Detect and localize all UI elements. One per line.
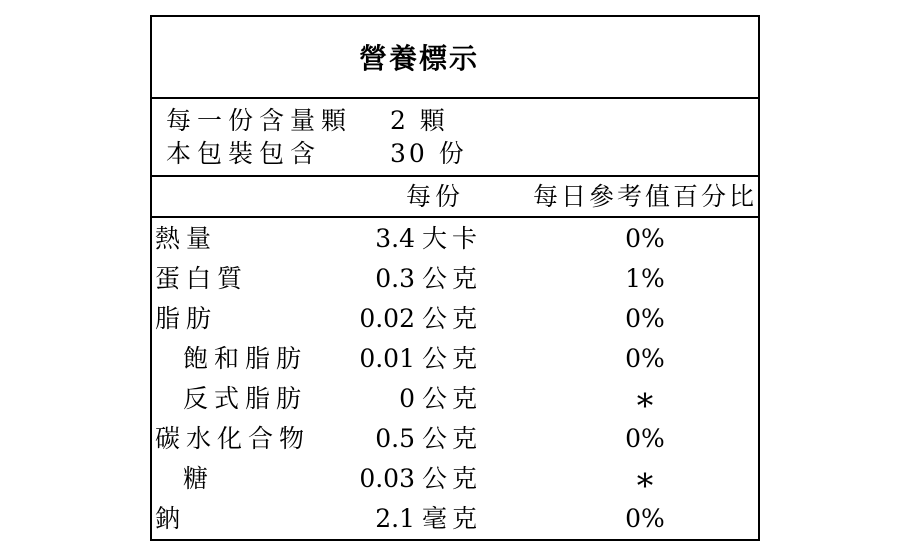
daily-pct-value: * xyxy=(636,386,654,426)
daily-pct-value: * xyxy=(636,466,654,506)
amount-unit: 公克 xyxy=(421,384,482,414)
nutrient-rows xyxy=(152,218,758,539)
serving-size-line xyxy=(166,105,758,135)
servings-per-package-line xyxy=(166,139,758,169)
nutrient-row-sugar xyxy=(152,459,758,506)
daily-pct-value: 0% xyxy=(625,504,665,534)
amount-unit: 大卡 xyxy=(421,223,482,253)
nutrient-label: 熱量 xyxy=(155,223,218,253)
serving-size-label: 每一份含量顆 xyxy=(166,105,353,135)
serving-section xyxy=(152,99,758,177)
amount-value: 0.3 xyxy=(375,263,415,293)
servings-per-package-label: 本包裝包含 xyxy=(166,139,322,169)
nutrient-label: 飽和脂肪 xyxy=(183,343,308,373)
column-header-per-serving: 每份 xyxy=(405,182,464,211)
nutrient-amount xyxy=(337,303,482,333)
nutrient-amount xyxy=(337,223,482,253)
nutrient-row-trans-fat xyxy=(152,379,758,426)
nutrient-row-calories xyxy=(152,218,758,258)
nutrient-row-protein xyxy=(152,258,758,298)
column-header-daily-pct: 每日參考值百分比 xyxy=(532,182,757,211)
amount-value: 0.02 xyxy=(359,303,415,333)
nutrient-amount xyxy=(337,504,482,534)
nutrient-amount xyxy=(337,464,482,494)
nutrient-amount xyxy=(337,384,482,414)
nutrient-amount xyxy=(337,424,482,454)
nutrient-label: 鈉 xyxy=(155,504,187,534)
nutrient-label: 碳水化合物 xyxy=(155,424,311,454)
nutrient-label: 反式脂肪 xyxy=(183,384,308,414)
amount-value: 0.03 xyxy=(359,464,415,494)
amount-unit: 公克 xyxy=(421,464,482,494)
nutrient-row-fat xyxy=(152,298,758,338)
nutrient-label: 脂肪 xyxy=(155,303,218,333)
title-section xyxy=(152,17,758,99)
nutrient-label: 蛋白質 xyxy=(155,263,249,293)
nutrition-facts-table xyxy=(150,15,760,541)
nutrient-row-carbohydrate xyxy=(152,419,758,459)
daily-pct-value: 0% xyxy=(625,424,665,454)
amount-value: 0 xyxy=(399,384,415,414)
nutrition-title: 營養標示 xyxy=(358,42,479,75)
amount-unit: 公克 xyxy=(421,303,482,333)
daily-pct-value: 0% xyxy=(625,223,665,253)
column-header-row xyxy=(152,177,758,218)
amount-value: 2.1 xyxy=(375,504,415,534)
nutrient-label: 糖 xyxy=(183,464,215,494)
daily-pct-value: 0% xyxy=(625,303,665,333)
servings-per-package-value: 30 份 xyxy=(389,139,467,169)
daily-pct-value: 0% xyxy=(625,343,665,373)
amount-value: 0.01 xyxy=(359,343,415,373)
amount-unit: 公克 xyxy=(421,343,482,373)
amount-unit: 毫克 xyxy=(421,504,482,534)
serving-size-value: 2 顆 xyxy=(389,105,448,135)
nutrient-row-sodium xyxy=(152,499,758,539)
nutrient-amount xyxy=(337,263,482,293)
amount-unit: 公克 xyxy=(421,263,482,293)
amount-unit: 公克 xyxy=(421,424,482,454)
nutrient-row-saturated-fat xyxy=(152,338,758,378)
nutrient-amount xyxy=(337,343,482,373)
amount-value: 0.5 xyxy=(375,424,415,454)
amount-value: 3.4 xyxy=(375,223,415,253)
daily-pct-value: 1% xyxy=(625,263,665,293)
